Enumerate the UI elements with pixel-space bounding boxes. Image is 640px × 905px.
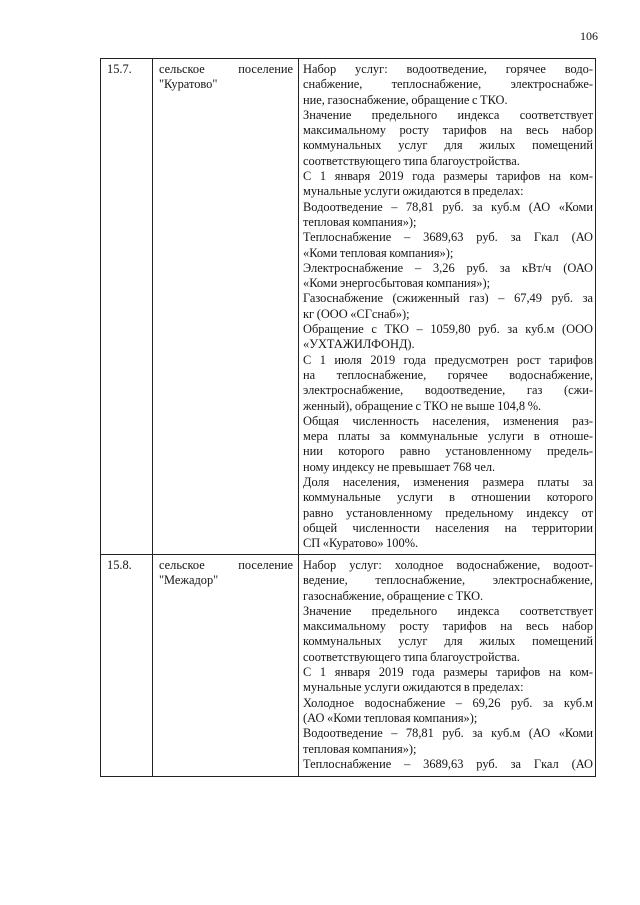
description-line: газоснабжение, обращение с ТКО. xyxy=(303,588,484,603)
settlement-name xyxy=(159,62,293,92)
settlement-type-word: сельское xyxy=(159,558,205,572)
description-line: коммунальных услуг для жилых помещений xyxy=(303,138,593,153)
description-line: С 1 января 2019 года размеры тарифов на ком- xyxy=(303,665,593,680)
description-line: Газоснабжение (сжиженный газ) – 67,49 руб. за xyxy=(303,291,593,306)
description-line: ние, газоснабжение, обращение с ТКО. xyxy=(303,92,508,107)
settlement-title: "Куратово" xyxy=(159,77,218,91)
description-line: Водоотведение – 78,81 руб. за куб.м (АО «Коми xyxy=(303,199,593,214)
description-line: Водоотведение – 78,81 руб. за куб.м (АО «Коми xyxy=(303,726,593,741)
description-line: «УХТАЖИЛФОНД). xyxy=(303,337,415,352)
description-line: Электроснабжение – 3,26 руб. за кВт/ч (ОАО xyxy=(303,260,593,275)
description-line: Холодное водоснабжение – 69,26 руб. за куб.м xyxy=(303,695,593,710)
table-row xyxy=(101,59,595,554)
description-line: электроснабжение, водоотведение, газ (сжи- xyxy=(303,383,593,398)
settlement-name xyxy=(159,558,293,588)
description-line: максимальному росту тарифов на весь набор xyxy=(303,619,593,634)
description-line: мунальные услуги ожидаются в пределах: xyxy=(303,184,524,199)
description-line: (АО «Коми тепловая компания»); xyxy=(303,710,478,725)
description-line: соответствующего типа благоустройства. xyxy=(303,153,520,168)
description-line: СП «Куратово» 100%. xyxy=(303,536,419,551)
description-line: равно установленному предельному индексу от xyxy=(303,505,593,520)
description-line: ведение, теплоснабжение, электроснабжение, xyxy=(303,573,593,588)
description-line: Доля населения, изменения размера платы за xyxy=(303,475,593,490)
description-line: Теплоснабжение – 3689,63 руб. за Гкал (АО xyxy=(303,230,593,245)
description-line: кг (ООО «СГснаб»); xyxy=(303,306,410,321)
description-line: Общая численность населения, изменения раз- xyxy=(303,413,593,428)
row-number: 15.7. xyxy=(107,62,132,76)
description-line: коммунальные услуги в отношении которого xyxy=(303,490,593,505)
description-line: ному индексу не превышает 768 чел. xyxy=(303,459,496,474)
description-line: снабжение, теплоснабжение, электроснабже- xyxy=(303,77,593,92)
settlement-title: "Межадор" xyxy=(159,573,219,587)
description-line: коммунальных услуг для жилых помещений xyxy=(303,634,593,649)
description-line: Значение предельного индекса соответствует xyxy=(303,603,593,618)
description-line: Набор услуг: водоотведение, горячее водо- xyxy=(303,62,593,76)
description-line: Набор услуг: холодное водоснабжение, водоот- xyxy=(303,558,593,572)
description-line: С 1 июля 2019 года предусмотрен рост тарифов xyxy=(303,352,593,367)
settlement-type-word: поселение xyxy=(238,558,293,572)
description-line: максимальному росту тарифов на весь набор xyxy=(303,123,593,138)
description-line: «Коми тепловая компания»); xyxy=(303,245,454,260)
description-line: тепловая компания»); xyxy=(303,741,417,756)
description-line: С 1 января 2019 года размеры тарифов на ком- xyxy=(303,169,593,184)
description-line: на теплоснабжение, горячее водоснабжение, xyxy=(303,367,593,382)
description-line: тепловая компания»); xyxy=(303,214,417,229)
row-number: 15.8. xyxy=(107,558,132,572)
settlement-type-word: сельское xyxy=(159,62,205,76)
tariff-description xyxy=(303,558,593,772)
description-line: «Коми энергосбытовая компания»); xyxy=(303,276,491,291)
description-line: женный), обращение с ТКО не выше 104,8 %. xyxy=(303,398,542,413)
tariff-description xyxy=(303,62,593,552)
description-line: соответствующего типа благоустройства. xyxy=(303,649,520,664)
settlement-type-word: поселение xyxy=(238,62,293,76)
table-row xyxy=(101,555,595,777)
description-line: мунальные услуги ожидаются в пределах: xyxy=(303,680,524,695)
tariff-table xyxy=(100,58,596,777)
description-line: мера платы за коммунальные услуги в отноше- xyxy=(303,429,593,444)
description-line: Теплоснабжение – 3689,63 руб. за Гкал (АО xyxy=(303,756,593,771)
description-line: общей численности населения на территории xyxy=(303,520,593,535)
description-line: Обращение с ТКО – 1059,80 руб. за куб.м (ООО xyxy=(303,322,593,337)
description-line: нии которого равно установленному предель- xyxy=(303,444,593,459)
description-line: Значение предельного индекса соответствует xyxy=(303,107,593,122)
page-number: 106 xyxy=(580,29,598,43)
